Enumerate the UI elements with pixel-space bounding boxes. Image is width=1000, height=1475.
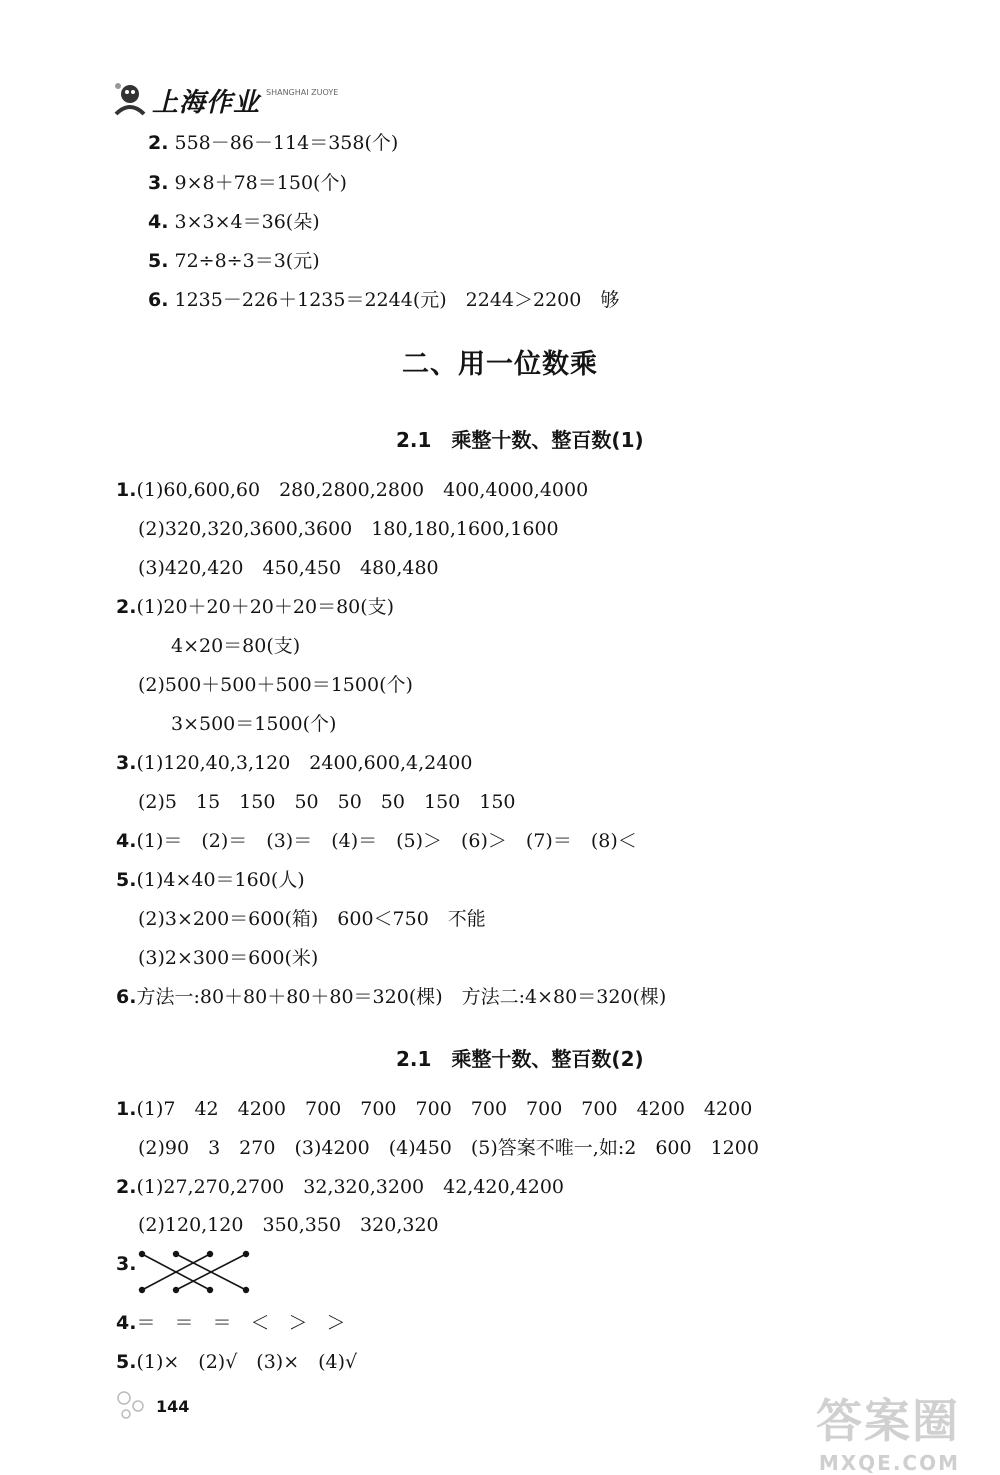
answer-line [138, 517, 559, 541]
item-number: 2. [116, 1176, 137, 1198]
answer-line [148, 288, 619, 312]
answer-line [116, 1311, 345, 1335]
logo-text: 上海作业 [152, 88, 261, 118]
item-number: 3. [148, 172, 169, 194]
item-number: 6. [116, 986, 137, 1008]
answer-line [148, 249, 320, 273]
answer-text: (1)20＋20＋20＋20＝80(支) [136, 596, 395, 618]
answer-line [148, 171, 347, 195]
matching-diagram [138, 1248, 258, 1296]
answer-line [116, 1175, 564, 1199]
item-number: 1. [116, 479, 137, 501]
page-number: 144 [156, 1397, 190, 1416]
chapter-title: 二、用一位数乘 [402, 349, 598, 380]
item-number: 4. [148, 211, 169, 233]
watermark-main: 答案圈 [816, 1394, 960, 1448]
item-number: 4. [116, 830, 137, 852]
item-number: 4. [116, 1312, 137, 1334]
answer-text: (1)60,600,60 280,2800,2800 400,4000,4000 [136, 479, 589, 501]
item-number: 2. [116, 596, 137, 618]
logo-subtitle: SHANGHAI ZUOYE [266, 88, 339, 97]
answer-text: (2)500＋500＋500＝1500(个) [138, 674, 413, 696]
answer-line [116, 985, 666, 1009]
answer-line [116, 478, 588, 502]
item-number: 5. [116, 869, 137, 891]
answer-text: (1)120,40,3,120 2400,600,4,2400 [136, 752, 473, 774]
answer-line [152, 712, 336, 736]
answer-text: (1)＝ (2)＝ (3)＝ (4)＝ (5)＞ (6)＞ (7)＝ (8)＜ [136, 830, 637, 852]
answer-text: (3)420,420 450,450 480,480 [138, 557, 439, 579]
mascot-icon [108, 78, 152, 118]
answer-line [116, 1350, 357, 1374]
answer-text: (2)90 3 270 (3)4200 (4)450 (5)答案不唯一,如:2 600 1200 [138, 1137, 759, 1159]
item-number: 6. [148, 289, 169, 311]
answer-text: 9×8＋78＝150(个) [174, 172, 347, 194]
answer-line [116, 1252, 136, 1276]
answer-line [116, 1097, 752, 1121]
answer-text: (2)120,120 350,350 320,320 [138, 1214, 439, 1236]
answer-text: 3×3×4＝36(朵) [174, 211, 320, 233]
answer-text: 方法一:80＋80＋80＋80＝320(棵) 方法二:4×80＝320(棵) [136, 986, 667, 1008]
section-title: 2.1 乘整十数、整百数(1) [396, 428, 644, 452]
answer-line [138, 673, 413, 697]
answer-line [148, 131, 398, 155]
item-number: 5. [116, 1351, 137, 1373]
item-number: 3. [116, 1253, 137, 1275]
answer-text: (1)× (2)√ (3)× (4)√ [136, 1351, 358, 1373]
answer-text: 3×500＝1500(个) [152, 713, 337, 735]
answer-line [138, 907, 486, 931]
answer-line [138, 1136, 759, 1160]
answer-line [148, 210, 320, 234]
answer-text: (3)2×300＝600(米) [138, 947, 319, 969]
item-number: 3. [116, 752, 137, 774]
footer-decoration-icon [112, 1386, 152, 1422]
answer-line [116, 868, 305, 892]
item-number: 5. [148, 250, 169, 272]
answer-text: 72÷8÷3＝3(元) [174, 250, 320, 272]
answer-text: (1)7 42 4200 700 700 700 700 700 700 4200 4200 [136, 1098, 753, 1120]
answer-text: 1235－226＋1235＝2244(元) 2244＞2200 够 [174, 289, 620, 311]
answer-line [138, 790, 516, 814]
section-title: 2.1 乘整十数、整百数(2) [396, 1047, 644, 1071]
answer-text: 4×20＝80(支) [152, 635, 301, 657]
item-number: 2. [148, 132, 169, 154]
answer-text: 558－86－114＝358(个) [174, 132, 399, 154]
answer-line [116, 751, 472, 775]
answer-text: (1)4×40＝160(人) [136, 869, 305, 891]
answer-line [116, 829, 637, 853]
answer-text: (2)320,320,3600,3600 180,180,1600,1600 [138, 518, 559, 540]
answer-line [138, 946, 318, 970]
answer-line [116, 595, 394, 619]
answer-text: (2)3×200＝600(箱) 600＜750 不能 [138, 908, 486, 930]
item-number: 1. [116, 1098, 137, 1120]
answer-text: ＝ ＝ ＝ ＜ ＞ ＞ [136, 1312, 346, 1334]
watermark [770, 1385, 960, 1475]
answer-line [152, 634, 300, 658]
answer-line [138, 1213, 439, 1237]
answer-line [138, 556, 439, 580]
answer-text: (2)5 15 150 50 50 50 150 150 [138, 791, 516, 813]
watermark-url: MXQE.COM [818, 1451, 960, 1475]
answer-text: (1)27,270,2700 32,320,3200 42,420,4200 [136, 1176, 564, 1198]
